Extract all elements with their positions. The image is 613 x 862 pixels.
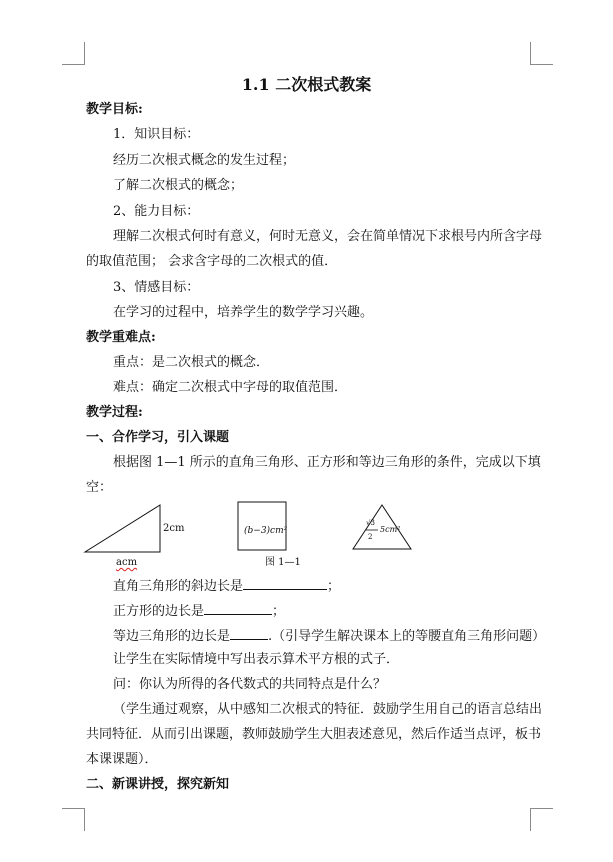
question-common-feature: 问：你认为所得的各代数式的共同特点是什么？ <box>113 677 387 692</box>
section-1-title: 一、合作学习，引入课题 <box>86 430 230 445</box>
corner-mark-top-right <box>530 42 553 65</box>
question-eq-triangle-side-text: 等边三角形的边长是 <box>113 629 231 644</box>
triangle-side-label: 2cm <box>163 523 185 534</box>
difficult-point-text: 难点：确定二次根式中字母的取值范围． <box>113 380 348 395</box>
figure-caption: 图 1—1 <box>265 557 301 568</box>
document-title: 1.1 二次根式教案 <box>241 75 372 94</box>
ability-goal-text-1: 理解二次根式何时有意义，何时无意义，会在简单情况下求根号内所含字母 <box>113 229 543 244</box>
key-point-text: 重点：是二次根式的概念． <box>113 355 270 370</box>
eq-triangle-frac-denominator: 2 <box>368 533 373 541</box>
goals-heading: 教学目标: <box>86 102 143 117</box>
summary-line-3: 本课课题）． <box>86 752 158 767</box>
corner-mark-top-left <box>62 42 85 65</box>
section-1-intro-2: 空： <box>86 480 113 495</box>
summary-line-2: 共同特征．从而引出课题，教师鼓励学生大胆表述意见，然后作适当点评，板书 <box>86 727 542 742</box>
eq-triangle-frac-numerator: √3 <box>366 519 375 527</box>
knowledge-goal-item-2: 了解二次根式的概念； <box>113 178 244 193</box>
key-points-heading: 教学重难点: <box>86 330 156 345</box>
ability-goal-text-2: 的取值范围； 会求含字母的二次根式的值． <box>86 254 338 269</box>
right-triangle <box>85 505 160 552</box>
question-hypotenuse <box>113 577 340 595</box>
eq-triangle-area-label: 5cm² <box>380 525 401 534</box>
corner-mark-bottom-right <box>530 808 553 831</box>
corner-mark-bottom-left <box>62 808 85 831</box>
question-square-side-end: ； <box>272 604 286 619</box>
question-square-side <box>113 602 285 620</box>
ability-goal-label: 2、能力目标： <box>113 204 200 219</box>
answer-blank-square-side <box>204 602 272 615</box>
answer-blank-hypotenuse <box>243 577 327 590</box>
question-square-side-text: 正方形的边长是 <box>113 604 205 619</box>
triangle-base-label: acm <box>116 557 138 568</box>
question-eq-triangle-side-end: .（引导学生解决课本上的等腰直角三角形问题） <box>268 629 546 644</box>
emotion-goal-label: 3、情感目标： <box>113 280 200 295</box>
section-1-intro-1: 根据图 1—1 所示的直角三角形、正方形和等边三角形的条件，完成以下填 <box>113 455 541 470</box>
emotion-goal-text: 在学习的过程中，培养学生的数学学习兴趣。 <box>113 305 374 320</box>
answer-blank-eq-triangle-side <box>230 627 268 640</box>
process-heading: 教学过程: <box>86 405 143 420</box>
question-hypotenuse-text: 直角三角形的斜边长是 <box>113 579 244 594</box>
section-2-title: 二、新课讲授，探究新知 <box>86 777 230 792</box>
question-hypotenuse-end: ； <box>327 579 341 594</box>
summary-line-1: （学生通过观察，从中感知二次根式的特征．鼓励学生用自己的语言总结出 <box>113 702 543 717</box>
knowledge-goal-item-1: 经历二次根式概念的发生过程； <box>113 153 296 168</box>
instruction-write-expression: 让学生在实际情境中写出表示算术平方根的式子． <box>113 652 400 667</box>
square-area-label: (b−3)cm² <box>244 526 288 536</box>
question-eq-triangle-side <box>113 627 545 645</box>
knowledge-goal-label: 1．知识目标： <box>113 127 200 142</box>
